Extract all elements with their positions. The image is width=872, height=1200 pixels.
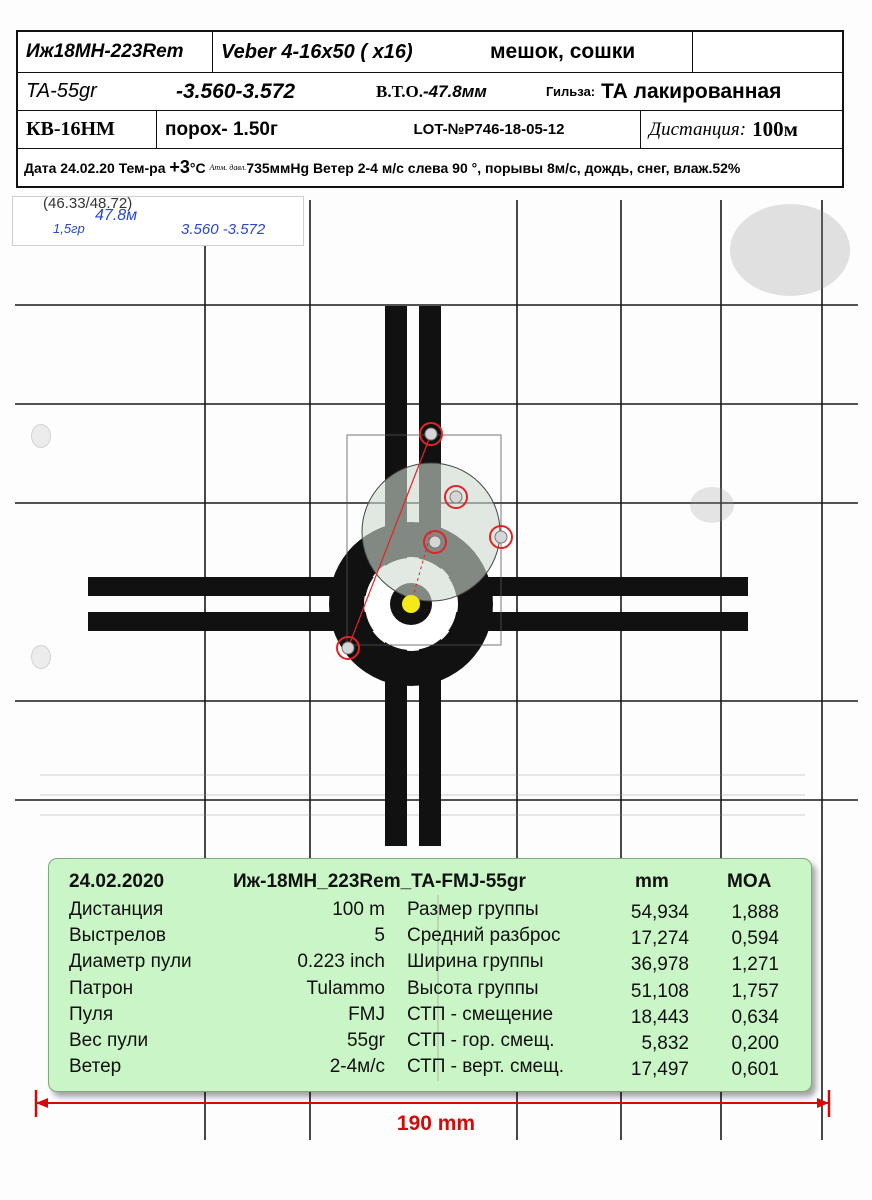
vto-label: В.Т.О. <box>376 81 423 101</box>
lot-cell: LOT-№P746-18-05-12 <box>413 121 565 138</box>
metric-moa: 0,634 <box>731 1006 779 1028</box>
param-value: 2-4м/с <box>329 1056 385 1078</box>
metric-mm: 17,274 <box>630 928 689 950</box>
param-value: 5 <box>374 925 385 947</box>
distance-label: Дистанция: <box>649 118 747 140</box>
metric-mm: 5,832 <box>641 1033 689 1054</box>
param-value: 55gr <box>346 1030 385 1051</box>
metric-moa: 1,757 <box>731 980 779 1002</box>
metric-mm: 17,497 <box>630 1059 689 1081</box>
param-label: Пуля <box>69 1003 114 1025</box>
pressure-value: 735ммHg <box>246 159 310 176</box>
temp-label: Тем-ра <box>118 159 166 176</box>
date-value: 24.02.20 <box>60 159 115 176</box>
results-date: 24.02.2020 <box>69 871 165 892</box>
results-col-moa: MOA <box>727 871 772 892</box>
param-label: Выстрелов <box>69 925 166 947</box>
rifle-cell: Иж18МН-223Rem <box>26 41 184 62</box>
handwritten-vto: 47.8м <box>95 207 138 224</box>
handwritten-charge: 1,5гр <box>53 221 85 236</box>
param-value: 0.223 inch <box>297 951 385 973</box>
metric-mm: 51,108 <box>630 980 689 1002</box>
bullet-cell: TA-55gr <box>26 80 97 102</box>
metric-moa: 0,601 <box>731 1059 779 1081</box>
temp-value: +3 <box>169 157 190 177</box>
scale-label: 190 mm <box>396 1112 476 1135</box>
handwritten-range: 3.560 -3.572 <box>181 221 266 238</box>
param-label: Вес пули <box>69 1030 149 1051</box>
metric-label: Средний разброс <box>407 925 561 947</box>
results-card <box>48 858 812 1092</box>
metric-label: СТП - смещение <box>407 1003 554 1025</box>
case-value: ТА лакированная <box>601 79 782 103</box>
metric-label: Высота группы <box>407 977 539 999</box>
param-label: Патрон <box>69 977 134 999</box>
handwritten-speed: (46.33/48.72) <box>43 195 133 212</box>
results-col-mm: mm <box>635 871 669 892</box>
metric-moa: 1,888 <box>731 902 779 923</box>
param-label: Ветер <box>69 1056 122 1078</box>
metric-moa: 1,271 <box>731 954 779 976</box>
param-value: Tulammo <box>306 977 385 999</box>
metric-label: Ширина группы <box>407 951 544 973</box>
metric-moa: 0,594 <box>731 928 779 950</box>
date-label: Дата <box>24 159 57 176</box>
metric-mm: 54,934 <box>630 902 689 923</box>
rest-cell: мешок, сошки <box>490 40 636 63</box>
results-title: Иж-18МН_223Rem_TA-FMJ-55gr <box>233 871 526 892</box>
velocity-cell: -3.560-3.572 <box>176 79 296 103</box>
distance-value: 100м <box>752 117 798 141</box>
pressure-label: Атм. давл. <box>209 163 247 172</box>
metric-label: Размер группы <box>407 899 539 920</box>
temp-unit: °С <box>189 159 206 176</box>
case-label: Гильза: <box>546 84 596 99</box>
powder-type-cell: КВ-16НМ <box>26 118 115 140</box>
powder-charge-cell: порох- 1.50г <box>156 111 338 148</box>
metric-mm: 18,443 <box>630 1006 689 1028</box>
param-label: Дистанция <box>69 899 164 920</box>
param-value: FMJ <box>348 1003 385 1025</box>
metric-label: СТП - верт. смещ. <box>407 1056 565 1078</box>
vto-value: -47.8мм <box>422 81 487 101</box>
param-value: 100 m <box>332 899 385 920</box>
weather-text: Ветер 2-4 м/с слева 90 °, порывы 8м/с, дождь, снег, влаж.52% <box>312 159 741 176</box>
metric-label: СТП - гор. смещ. <box>407 1030 555 1051</box>
scope-cell: Veber 4-16x50 ( x16) <box>212 32 482 72</box>
metric-mm: 36,978 <box>630 954 689 976</box>
param-label: Диаметр пули <box>69 951 192 973</box>
metric-moa: 0,200 <box>731 1033 779 1054</box>
